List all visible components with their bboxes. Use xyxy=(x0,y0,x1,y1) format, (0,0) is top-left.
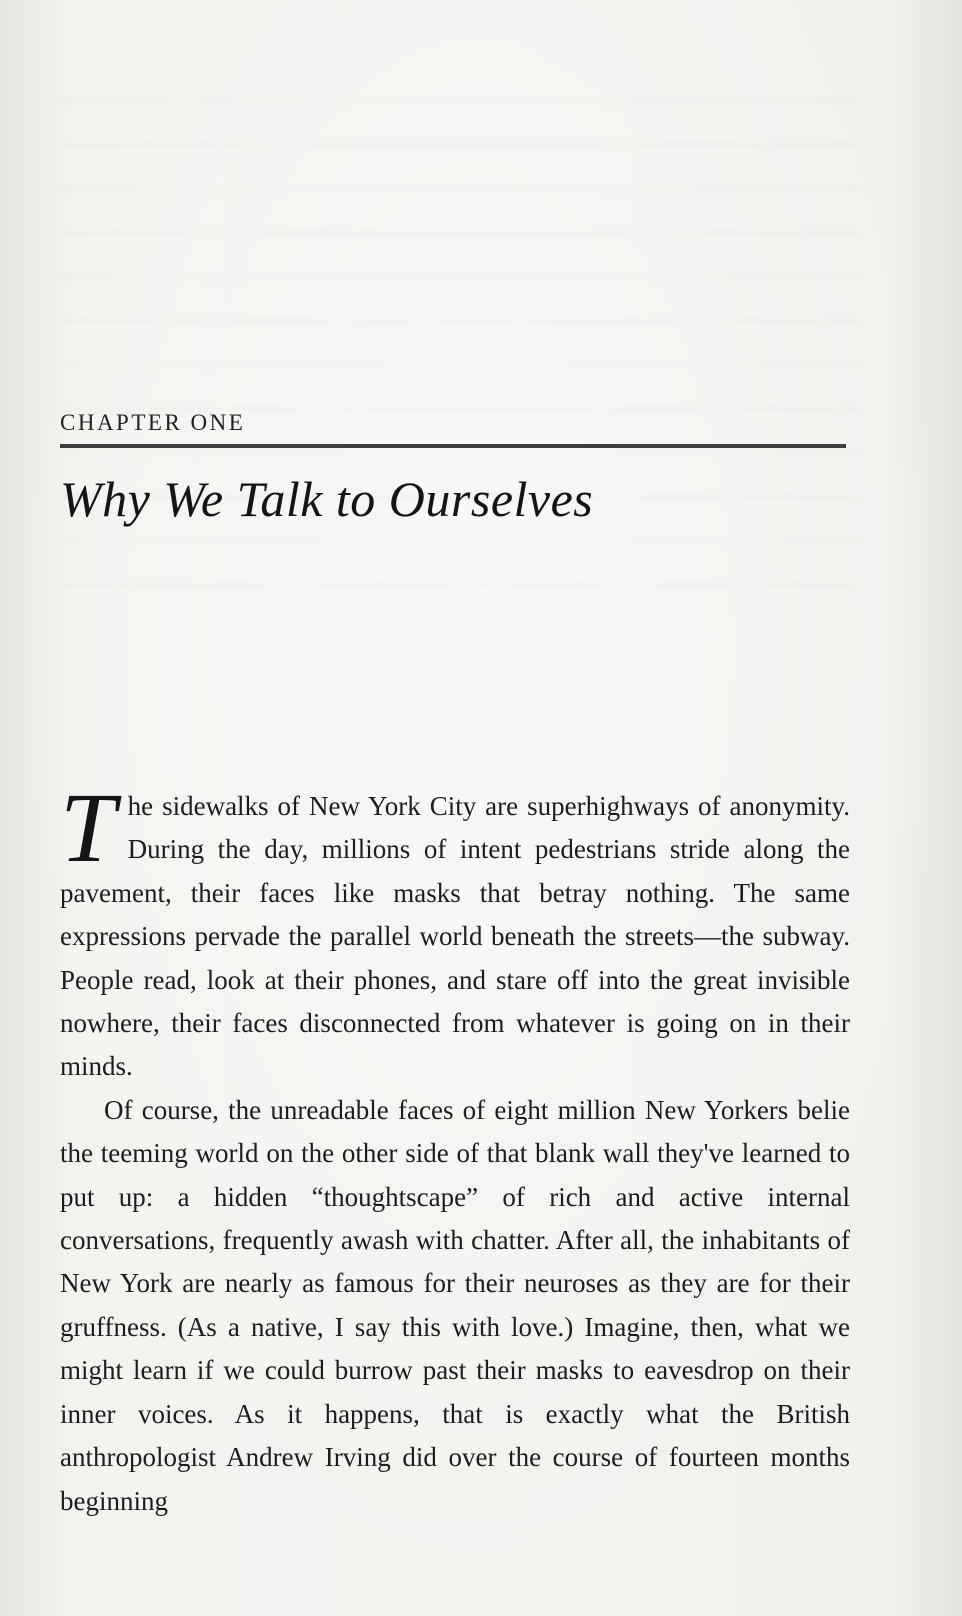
paragraph-1 xyxy=(60,772,850,1089)
paragraph-1-text: he sidewalks of New York City are superhighways of anonymity. During the day, millions of intent pedestrians stride along the pavement, their faces like masks that betray nothing. The same expressions pervade the parallel world beneath the streets—the subway. People read, look at their phones, and stare off into the great invisible nowhere, their faces disconnected from whatever is going on in their minds. xyxy=(60,791,850,1082)
chapter-rule xyxy=(60,444,846,448)
chapter-title: Why We Talk to Ourselves xyxy=(60,471,594,527)
body-text xyxy=(60,772,850,1523)
chapter-label: CHAPTER ONE xyxy=(60,410,246,435)
show-through-texture xyxy=(60,100,860,620)
drop-cap: T xyxy=(60,772,116,883)
paragraph-2: Of course, the unreadable faces of eight million New Yorkers belie the teeming world on the other side of that blank wall they've learned to put up: a hidden “thoughtscape” of rich and active internal conversations, frequently awash with chatter. After all, the inhabitants of New York are nearly as famous for their neuroses as they are for their gruffness. (As a native, I say this with love.) Imagine, then, what we might learn if we could burrow past their masks to eavesdrop on their inner voices. As it happens, that is exactly what the British anthropologist Andrew Irving did over the course of fourteen months beginning xyxy=(60,1094,850,1516)
